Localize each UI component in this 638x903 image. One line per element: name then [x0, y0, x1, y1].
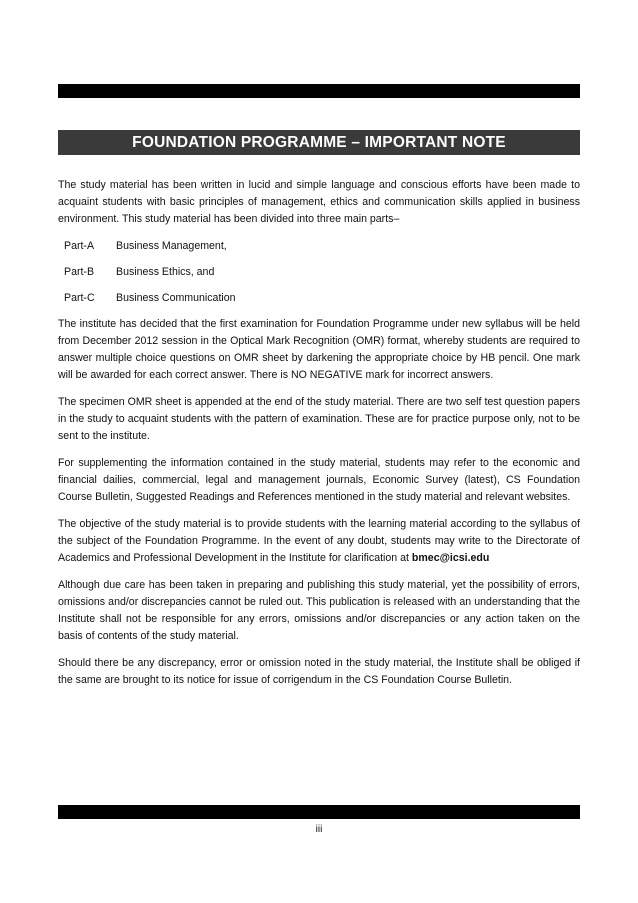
specimen-paragraph: The specimen OMR sheet is appended at the end of the study material. There are two self test question papers in the study to acquaint students with the pattern of examination. These are for practice purpose only, not to be sent to the institute.	[58, 396, 580, 442]
part-code: Part-B	[64, 266, 95, 278]
note-body	[58, 177, 580, 699]
page-title: FOUNDATION PROGRAMME – IMPORTANT NOTE	[58, 130, 580, 155]
top-rule	[58, 84, 580, 98]
list-item	[58, 264, 580, 281]
objective-paragraph	[58, 516, 580, 567]
list-item	[58, 238, 580, 255]
parts-list	[58, 238, 580, 307]
part-name: Business Management,	[116, 240, 227, 252]
part-name: Business Ethics, and	[116, 266, 215, 278]
part-name: Business Communication	[116, 292, 236, 304]
supplement-paragraph: For supplementing the information contained in the study material, students may refer to the economic and financial dailies, commercial, legal and management journals, Economic Survey (latest), CS Foundation Course Bulletin, Suggested Readings and References mentioned in the study material and relevant websites.	[58, 457, 580, 503]
list-item	[58, 290, 580, 307]
part-code: Part-C	[64, 292, 95, 304]
objective-text: The objective of the study material is to provide students with the learning material according to the syllabus of the subject of the Foundation Programme. In the event of any doubt, students may write to the Directorate of Academics and Professional Development in the Institute for clarification at	[58, 518, 580, 564]
email-link[interactable]: bmec@icsi.edu	[411, 552, 490, 564]
discrepancy-paragraph: Should there be any discrepancy, error or omission noted in the study material, the Institute shall be obliged if the same are brought to its notice for issue of corrigendum in the CS Foundation Course Bulletin.	[58, 657, 580, 686]
part-code: Part-A	[64, 240, 95, 252]
care-paragraph: Although due care has been taken in preparing and publishing this study material, yet the possibility of errors, omissions and/or discrepancies cannot be ruled out. This publication is released with an understanding that the Institute shall not be responsible for any errors, omissions and/or discrepancies or any action taken on the basis of contents of the study material.	[58, 579, 580, 642]
bottom-rule	[58, 805, 580, 819]
intro-paragraph: The study material has been written in lucid and simple language and conscious efforts have been made to acquaint students with basic principles of management, ethics and communication skills applied in business environment. This study material has been divided into three main parts–	[58, 179, 580, 225]
page-number: iii	[315, 824, 323, 835]
exam-paragraph: The institute has decided that the first examination for Foundation Programme under new syllabus will be held from December 2012 session in the Optical Mark Recognition (OMR) format, whereby students are required to answer multiple choice questions on OMR sheet by darkening the appropriate choice by HB pencil. One mark will be awarded for each correct answer. There is NO NEGATIVE mark for incorrect answers.	[58, 318, 580, 381]
